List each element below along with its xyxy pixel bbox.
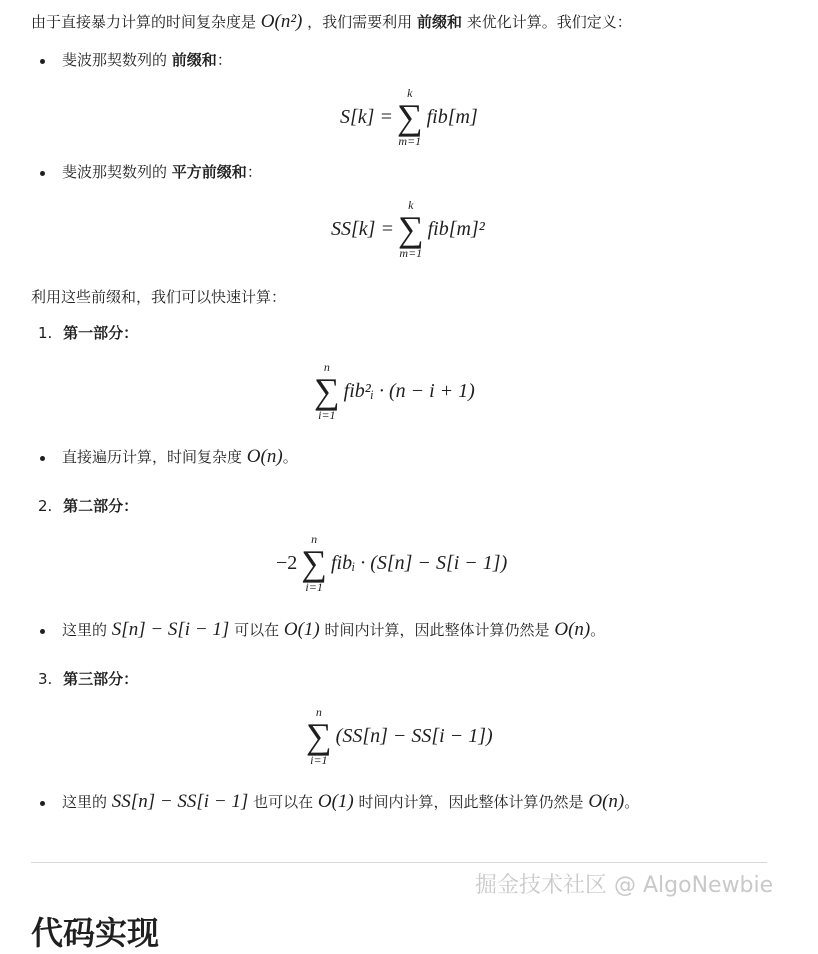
part-three-heading (38, 668, 138, 689)
formula-part-one (310, 360, 475, 422)
note-math: O(n) (246, 446, 283, 467)
formula-prefix-sum (340, 86, 478, 148)
formula-body: (SS[n] − SS[i − 1]) (335, 724, 493, 747)
sum-upper-limit: n (323, 360, 330, 374)
note-math: O(1) (317, 791, 354, 812)
part-title: 第二部分： (63, 497, 139, 515)
bullet-dot (40, 629, 45, 634)
sum-upper-limit: k (407, 86, 413, 100)
sum-lower-limit: m=1 (398, 134, 422, 148)
formula-prefix: −2 (276, 551, 298, 574)
note-math: O(n) (588, 791, 625, 812)
formula-body: fib²ᵢ · (n − i + 1) (343, 379, 475, 402)
definition-colon: ： (216, 51, 232, 69)
definition-bold: 前缀和 (171, 51, 217, 69)
definition-square-prefix-sum (62, 161, 262, 182)
sigma-symbol: n ∑ i=1 (301, 532, 327, 594)
part-title: 第三部分： (63, 670, 139, 688)
definition-text: 斐波那契数列的 (62, 51, 168, 69)
intro-paragraph (31, 11, 632, 33)
note-end: 。 (624, 793, 640, 811)
bullet-dot (40, 59, 45, 64)
note-text: 这里的 (62, 793, 108, 811)
note-math: S[n] − S[i − 1] (111, 619, 230, 640)
list-number: 2. (38, 497, 53, 515)
sum-lower-limit: i=1 (310, 753, 328, 767)
note-math: SS[n] − SS[i − 1] (111, 791, 249, 812)
sum-upper-limit: n (315, 705, 322, 719)
sum-upper-limit: k (408, 198, 414, 212)
definition-text: 斐波那契数列的 (62, 163, 168, 181)
note-math: O(n) (554, 619, 591, 640)
list-number: 3. (38, 670, 53, 688)
formula-part-three (302, 705, 493, 767)
sum-lower-limit: i=1 (305, 580, 323, 594)
note-end: 。 (282, 448, 298, 466)
bullet-dot (40, 456, 45, 461)
formula-part-two (276, 532, 507, 594)
part-one-heading (38, 322, 138, 343)
note-text: 这里的 (62, 621, 108, 639)
note-text: 时间内计算，因此整体计算仍然是 (324, 621, 550, 639)
formula-body: fib[m] (426, 105, 478, 128)
note-text: 也可以在 (253, 793, 314, 811)
note-end: 。 (590, 621, 606, 639)
sum-lower-limit: i=1 (318, 408, 336, 422)
intro-text-after: 来优化计算。我们定义： (466, 13, 632, 31)
formula-body: fib[m]² (427, 217, 485, 240)
formula-body: fibᵢ · (S[n] − S[i − 1]) (330, 551, 508, 574)
note-math: O(1) (283, 619, 320, 640)
part-two-heading (38, 495, 138, 516)
watermark: 掘金技术社区 @ AlgoNewbie (475, 873, 774, 898)
sum-lower-limit: m=1 (399, 246, 423, 260)
definition-bold: 平方前缀和 (171, 163, 247, 181)
formula-lhs: SS[k] = (331, 217, 394, 240)
note-part-one (62, 446, 298, 468)
intro-text-before: 由于直接暴力计算的时间复杂度是 (31, 13, 257, 31)
sigma-symbol: k ∑ m=1 (396, 86, 423, 148)
note-text: 时间内计算，因此整体计算仍然是 (358, 793, 584, 811)
sigma-symbol: n ∑ i=1 (314, 360, 340, 422)
note-part-two (62, 619, 605, 641)
section-divider (31, 862, 767, 863)
list-number: 1. (38, 324, 53, 342)
sigma-symbol: n ∑ i=1 (306, 705, 332, 767)
formula-square-prefix-sum (331, 198, 485, 260)
intro-math: O(n²) (260, 11, 303, 32)
sum-upper-limit: n (311, 532, 318, 546)
note-text: 可以在 (234, 621, 280, 639)
lead-paragraph: 利用这些前缀和，我们可以快速计算： (31, 288, 287, 306)
intro-text-mid: ，我们需要利用 (307, 13, 413, 31)
formula-lhs: S[k] = (340, 105, 393, 128)
definition-prefix-sum (62, 49, 232, 70)
note-text: 直接遍历计算，时间复杂度 (62, 448, 243, 466)
sigma-symbol: k ∑ m=1 (397, 198, 424, 260)
bullet-dot (40, 801, 45, 806)
definition-colon: ： (246, 163, 262, 181)
bullet-dot (40, 171, 45, 176)
note-part-three (62, 791, 639, 813)
section-heading: 代码实现 (31, 914, 160, 952)
intro-bold: 前缀和 (416, 13, 462, 31)
part-title: 第一部分： (63, 324, 139, 342)
